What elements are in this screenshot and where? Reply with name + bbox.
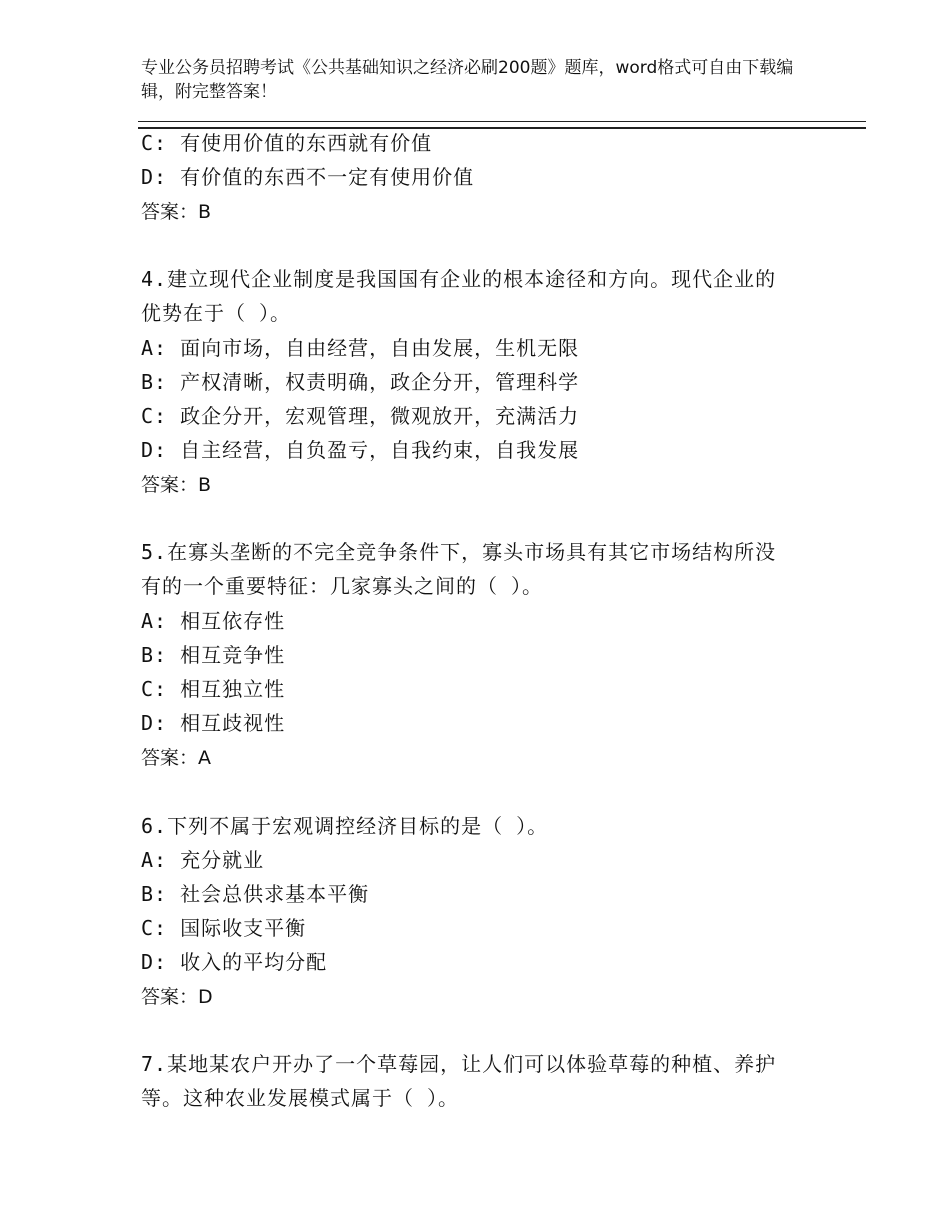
document-header: 专业公务员招聘考试《公共基础知识之经济必刷200题》题库，word格式可自由下载编辑，附完整答案！ [141, 58, 794, 102]
q5-stem-line1: 5.在寡头垄断的不完全竞争条件下，寡头市场具有其它市场结构所没 [141, 540, 777, 564]
q5-answer: 答案：A [141, 747, 211, 769]
q5-stem-line2: 有的一个重要特征：几家寡头之间的（ ）。 [141, 574, 544, 598]
q6-option-d: D: 收入的平均分配 [141, 950, 328, 974]
q3-option-c: C: 有使用价值的东西就有价值 [141, 131, 433, 155]
header-divider [138, 121, 866, 129]
q5-option-d: D: 相互歧视性 [141, 711, 286, 735]
q4-stem-line1: 4.建立现代企业制度是我国国有企业的根本途径和方向。现代企业的 [141, 267, 777, 291]
q3-answer: 答案：B [141, 201, 212, 223]
q4-option-d: D: 自主经营，自负盈亏，自我约束，自我发展 [141, 438, 580, 462]
q7-stem-line1: 7.某地某农户开办了一个草莓园，让人们可以体验草莓的种植、养护 [141, 1052, 777, 1076]
q4-option-a: A: 面向市场，自由经营，自由发展，生机无限 [141, 336, 580, 360]
q6-answer: 答案：D [141, 986, 213, 1008]
q4-option-c: C: 政企分开，宏观管理，微观放开，充满活力 [141, 404, 580, 428]
q7-stem-line2: 等。这种农业发展模式属于（ ）。 [141, 1086, 460, 1110]
q6-stem-line1: 6.下列不属于宏观调控经济目标的是（ ）。 [141, 814, 549, 838]
q4-option-b: B: 产权清晰，权责明确，政企分开，管理科学 [141, 370, 580, 394]
q5-option-b: B: 相互竞争性 [141, 643, 286, 667]
q6-option-b: B: 社会总供求基本平衡 [141, 882, 370, 906]
q4-answer: 答案：B [141, 474, 212, 496]
q5-option-a: A: 相互依存性 [141, 609, 286, 633]
q3-option-d: D: 有价值的东西不一定有使用价值 [141, 165, 475, 189]
q5-option-c: C: 相互独立性 [141, 677, 286, 701]
q6-option-a: A: 充分就业 [141, 848, 265, 872]
q4-stem-line2: 优势在于（ ）。 [141, 301, 292, 325]
q6-option-c: C: 国际收支平衡 [141, 916, 307, 940]
